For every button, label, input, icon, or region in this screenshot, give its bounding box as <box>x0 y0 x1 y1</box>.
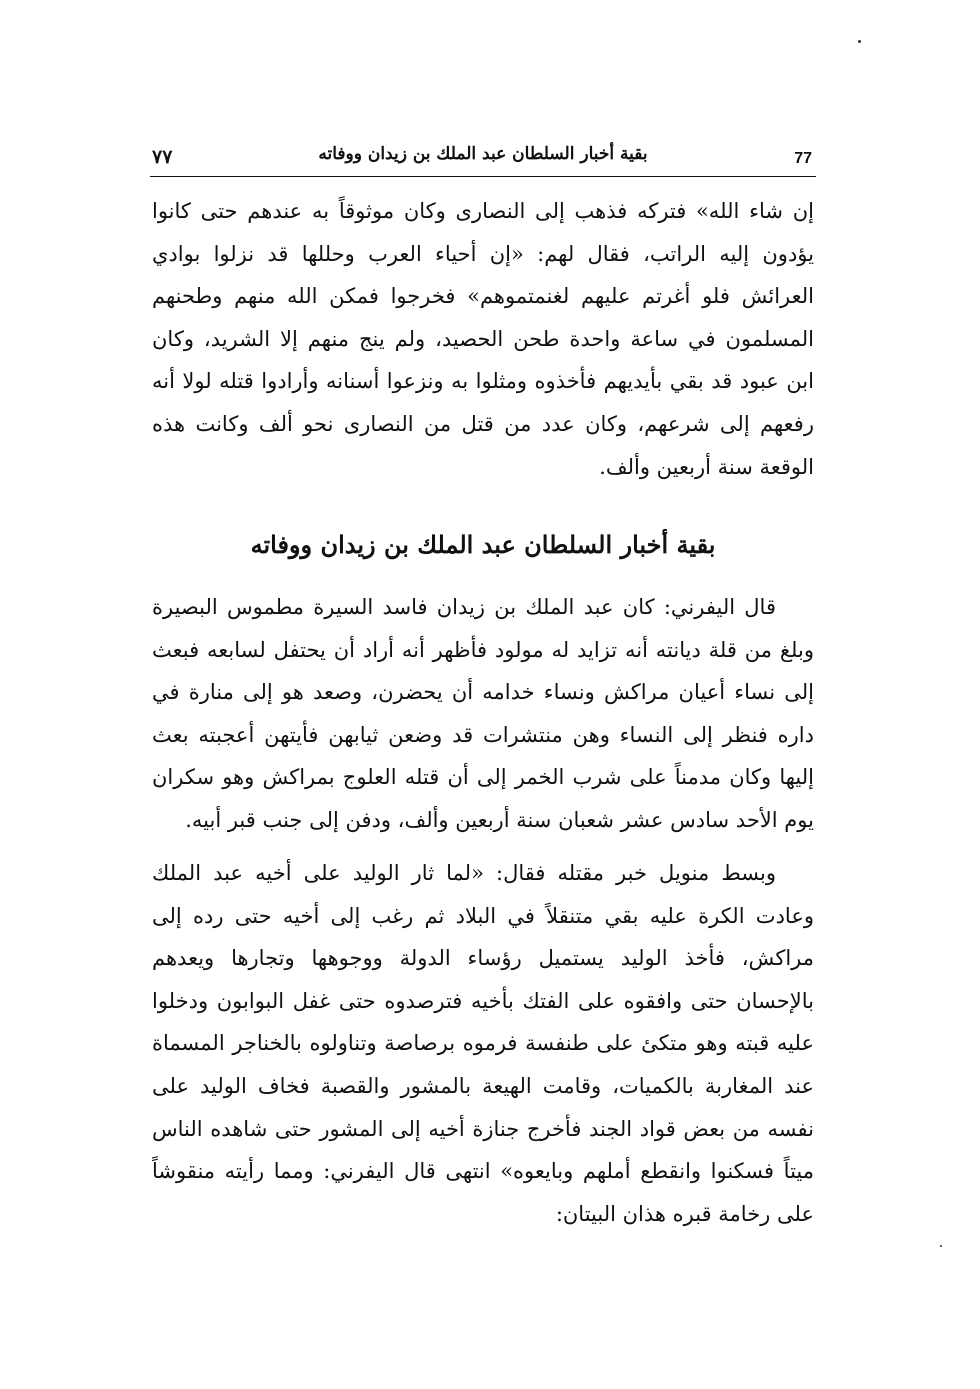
page-header <box>150 140 816 177</box>
text-line: عند المغاربة بالكميات، وقامت الهيعة بالمشور والقصبة فخاف الوليد على <box>152 1073 814 1098</box>
text-line: يوم الأحد سادس عشر شعبان سنة أربعين وألف، ودفن إلى جنب قبر أبيه. <box>185 807 814 832</box>
page-number-arabic: ٧٧ <box>152 146 173 168</box>
text-line: بالإحسان حتى وافقوه على الفتك بأخيه فترصدوه حتى غفل البوابون ودخلوا <box>152 988 814 1013</box>
page-number-latin: 77 <box>794 150 812 167</box>
text-line: المسلمون في ساعة واحدة طحن الحصيد، ولم ينج منهم إلا الشريد، وكان <box>152 326 814 351</box>
paragraph-2 <box>152 586 814 842</box>
text-line: يؤدون إليه الراتب، فقال لهم: «إن أحياء العرب وحللها قد نزلوا بوادي <box>152 241 814 266</box>
text-line: على رخامة قبره هذان البيتان: <box>555 1201 814 1226</box>
text-line: وعادت الكرة عليه بقي متنقلاً في البلاد ثم رغب إلى أخيه حتى رده إلى <box>152 903 814 928</box>
paragraph-3 <box>152 852 814 1235</box>
scan-speck <box>858 40 861 43</box>
text-line: رفعهم إلى شرعهم، وكان عدد من قتل من النصارى نحو ألف وكانت هذه <box>152 411 814 436</box>
text-line: إن شاء الله» فتركه فذهب إلى النصارى وكان موثوقاً به عندهم حتى كانوا <box>152 199 814 223</box>
text-line: الوقعة سنة أربعين وألف. <box>599 454 814 479</box>
text-line: وبلغ من قلة ديانته أنه تزايد له مولود فأظهر أنه أراد أن يحتفل لسابعه فبعث <box>152 637 814 662</box>
scan-speck <box>940 1245 942 1247</box>
text-line: ابن عبود قد بقي بأيديهم فأخذوه ومثلوا به ونزعوا أسنانه وأرادوا قتله لولا أنه <box>152 369 814 394</box>
section-heading: بقية أخبار السلطان عبد الملك بن زيدان ووفاته <box>250 530 716 559</box>
text-line: داره فنظر إلى النساء وهن منتشرات قد وضعن ثيابهن فأيتهن أعجبته بعث <box>152 722 814 747</box>
text-line: العرائش فلو أغرتم عليهم لغنمتموهم» فخرجوا فمكن الله منهم وطحنهم <box>152 284 814 309</box>
text-line: نفسه من بعض قواد الجند فأخرج جنازة أخيه إلى المشور حتى شاهده الناس <box>152 1116 814 1141</box>
text-line: مراكش، فأخذ الوليد يستميل رؤساء الدولة ووجوهها وتجارها ويعدهم <box>152 946 814 971</box>
text-line: إليها وكان مدمناً على شرب الخمر إلى أن قتله العلوج بمراكش وهو سكران <box>152 765 814 790</box>
text-line: إلى نساء أعيان مراكش ونساء خدامه أن يحضرن، وصعد هو إلى منارة في <box>152 680 814 705</box>
paragraph-1 <box>152 190 814 488</box>
text-line: ميتاً فسكنوا وانقطع أملهم وبايعوه» انتهى قال اليفرني: ومما رأيته منقوشاً <box>152 1159 814 1184</box>
text-line: قال اليفرني: كان عبد الملك بن زيدان فاسد السيرة مطموس البصيرة <box>152 595 776 619</box>
running-title: بقية أخبار السلطان عبد الملك بن زيدان ووفاته <box>318 144 648 164</box>
text-line: وبسط منويل خبر مقتله فقال: «لما ثار الوليد على أخيه عبد الملك <box>152 861 776 885</box>
text-line: عليه قبته وهو متكئ على طنفسة فرموه برصاصة وتناولوه بالخناجر المسماة <box>152 1031 814 1056</box>
